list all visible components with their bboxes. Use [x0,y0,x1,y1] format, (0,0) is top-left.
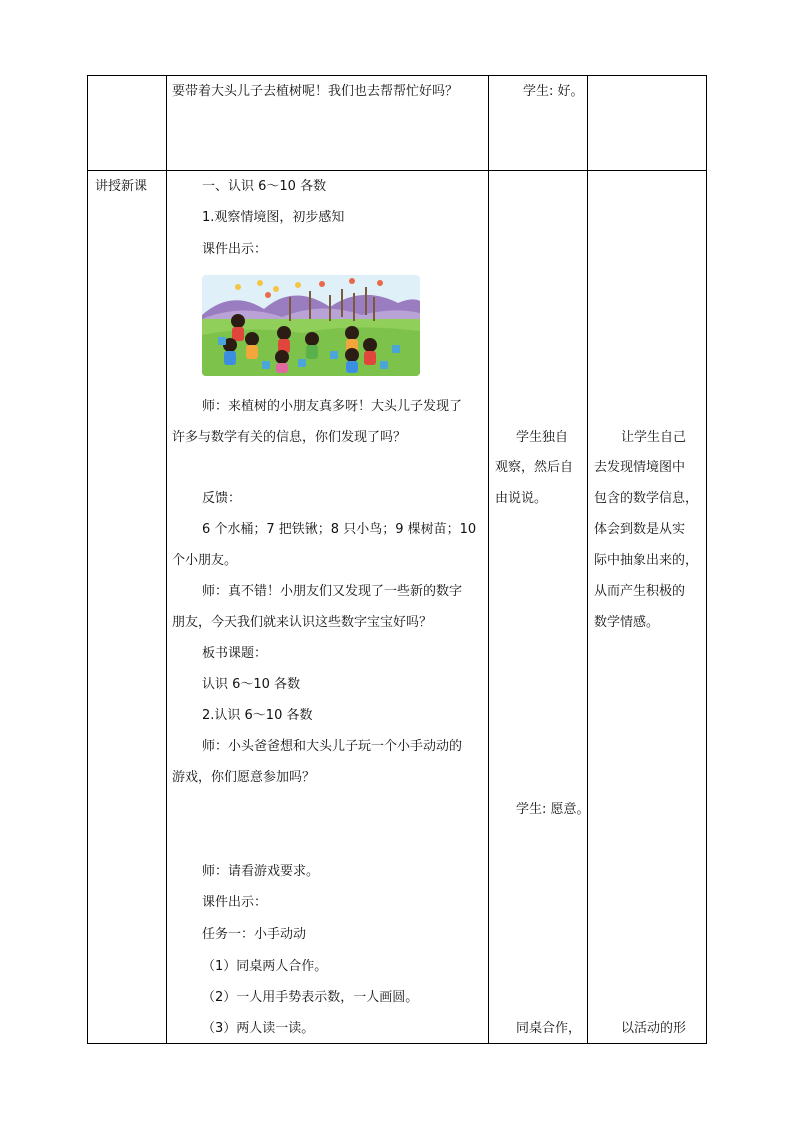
table-right-border [706,75,707,1044]
content-line: （3）两人读一读。 [202,1021,315,1036]
content-line: 游戏，你们愿意参加吗？ [172,770,316,785]
content-line: 任务一：小手动动 [202,927,307,942]
stage-label: 讲授新课 [95,179,148,194]
intent-line: 从而产生积极的 [594,584,686,599]
student-line: 观察，然后自 [495,460,574,475]
content-line: 课件出示： [202,895,268,910]
content-line: 师：请看游戏要求。 [202,864,320,879]
student-line: 由说说。 [495,491,548,506]
table-left-border [87,75,88,1044]
content-line: 1.观察情境图，初步感知 [202,210,345,225]
student-line: 学生: 愿意。 [516,802,590,817]
content-line: 师：来植树的小朋友真多呀！大头儿子发现了 [202,399,463,414]
intent-line: 际中抽象出来的， [594,553,699,568]
content-line: 板书课题： [202,646,268,661]
intent-line: 让学生自己 [621,430,687,445]
table-bottom-border [87,1043,707,1044]
content-line: 认识 6～10 各数 [202,677,301,692]
content-line: 课件出示： [202,242,268,257]
content-line: 师：小头爸爸想和大头儿子玩一个小手动动的 [202,739,463,754]
content-line: 一、认识 6～10 各数 [202,179,327,194]
content-line: 反馈： [202,491,242,506]
content-line: 师：真不错！小朋友们又发现了一些新的数字 [202,584,463,599]
column-divider-1 [166,75,167,1044]
intent-line: 体会到数是从实 [594,522,686,537]
column-divider-2 [488,75,489,1044]
row1-content-text: 要带着大头儿子去植树呢！我们也去帮帮忙好吗？ [172,84,459,99]
content-line: 6 个水桶；7 把铁锹；8 只小鸟；9 棵树苗；10 [202,522,477,537]
content-line: 许多与数学有关的信息，你们发现了吗？ [172,430,407,445]
content-line: 个小朋友。 [172,553,238,568]
content-line: 2.认识 6～10 各数 [202,708,313,723]
intent-line: 以活动的形 [621,1021,687,1036]
student-line: 同桌合作， [516,1021,582,1036]
row-divider [87,170,707,171]
tree-planting-illustration [202,275,420,376]
table-top-border [87,75,707,76]
student-line: 学生独自 [516,430,569,445]
content-line: （1）同桌两人合作。 [202,959,328,974]
content-line: （2）一人用手势表示数，一人画圆。 [202,990,419,1005]
intent-line: 包含的数学信息， [594,491,699,506]
row1-student-text: 学生: 好。 [523,84,584,99]
column-divider-3 [587,75,588,1044]
intent-line: 去发现情境图中 [594,460,686,475]
content-line: 朋友，今天我们就来认识这些数字宝宝好吗？ [172,615,433,630]
intent-line: 数学情感。 [594,615,660,630]
